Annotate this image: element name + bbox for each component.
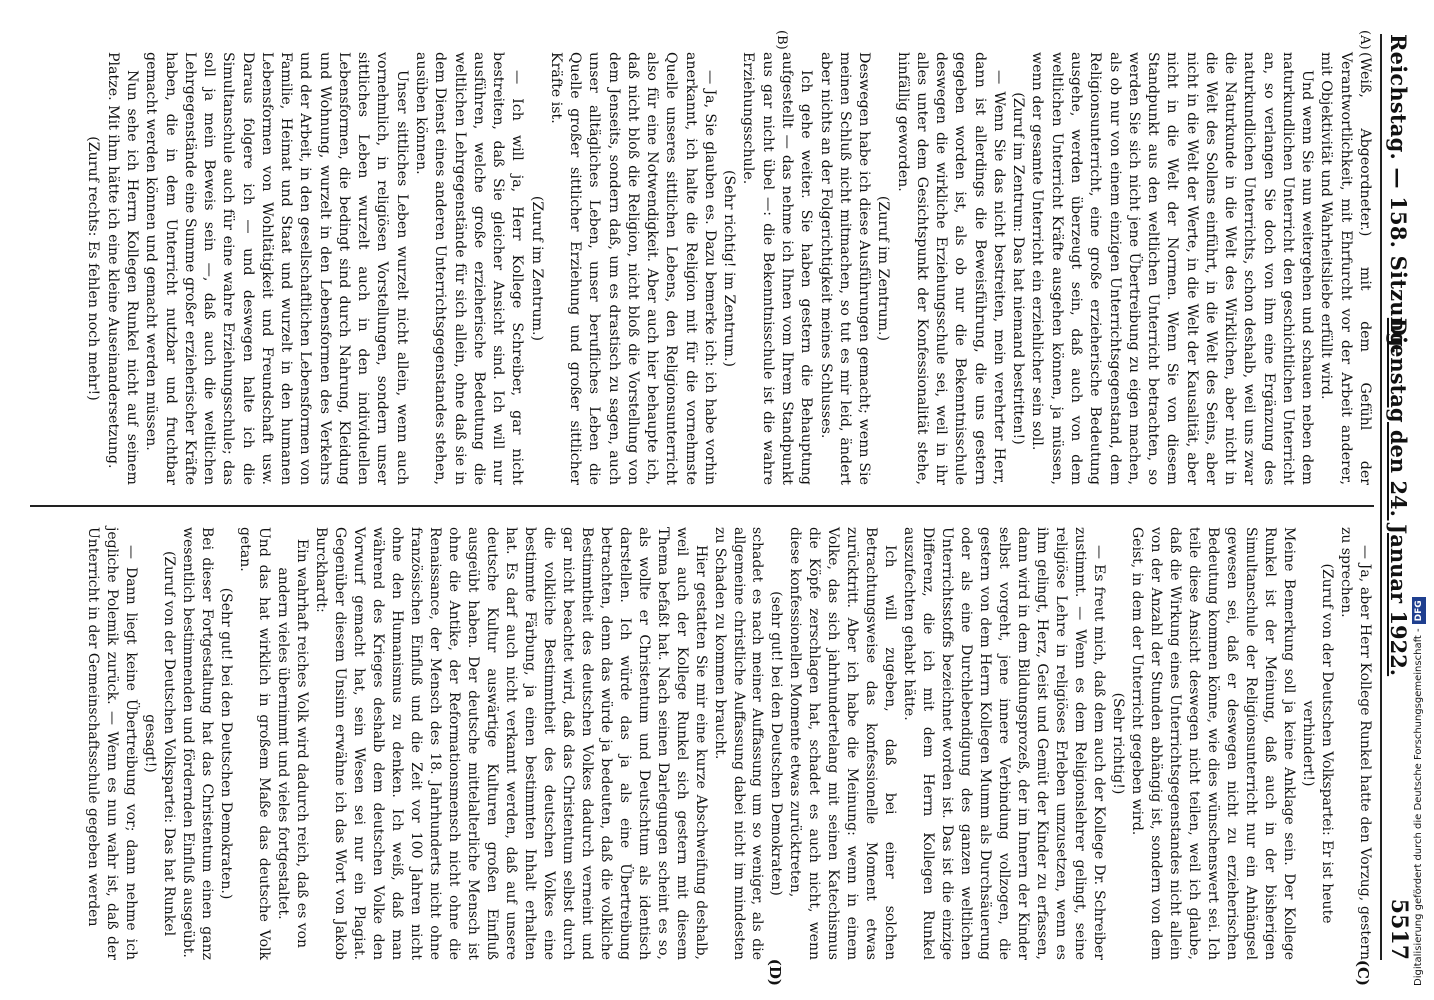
paragraph: Unser sittliches Leben wurzelt nicht allein, wenn auch vornehmlich, in religiösen Vorstellungen, sondern unser sittliches Leben wurzelt auch in den individuellen Lebensformen, die bedingt sind durch Nahrung, Kleidung und Wohnung, wurzelt in den Lebensformen des Verkehrs und der Arbeit, in den gesellschaftlichen Lebensformen von Familie, Heimat und Staat und wurzelt in den humanen Lebensformen von Wohltätigkeit und Freundschaft usw. Daraus folgere ich — und deswegen halte ich die Simultanschule auch für eine wahre Erziehungsschule; das soll ja mein Beweis sein —, daß auch die weltlichen Lehrgegenstände eine Summe großer erzieherischer Kräfte haben, die in dem Unterricht nutzbar und fruchtbar gemacht werden können und gemacht werden müssen. [143,52,410,485]
interjection: (Zuruf von der Deutschen Volkspartei: Er ist heute verhindert!) [1300,563,1336,924]
paragraph: Meine Bemerkung soll ja keine Anklage sein. Der Kollege Runkel ist der Meinung, daß auch in der bisherigen Simultanschule der Religionsunterricht nur ein Anhängsel gewesen sei, daß er deswegen nicht zu erzieherischen Bedeutung kommen könne, wie dies wünschenswert sei. Ich teile diese Ansicht deswegen nicht teilen, weil ich glaube, daß die Wirkung eines Unterrichtsgegenstandes nicht allein von der Anzahl der Stunden abhängig ist, sondern von dem Geist, in dem der Unterricht gegeben wird. [1129,527,1298,960]
digitization-note [1410,0,1428,1000]
header-date [1386,318,1411,676]
interjection: (Zuruf von der Deutschen Volkspartei: Das hat Runkel gesagt!) [142,550,177,937]
paragraph: Und das hat wirklich in großem Maße das deutsche Volk getan. [236,527,272,960]
interjection: (Sehr richtig!) [1110,692,1127,795]
paragraph: Ich will zugeben, daß bei einer solchen Betrachtungsweise das konfessionelle Moment etwas zurücktritt. Aber ich habe die Meinung: wenn in einem Volke, das sich jahrhundertelang mit seinen Katechismus die Köpfe zerschlagen hat, schadet es auch nicht, wenn diese konfessionellen Momente etwas zurücktreten, [787,527,899,960]
interjection: (Zuruf im Zentrum.) [875,195,892,342]
interjection: (Sehr richtig! im Zentrum.) [721,169,738,368]
left-column [30,52,1374,505]
margin-marker-b: (B) [774,30,789,50]
margin-marker-a: (A) [1357,30,1372,50]
header-rule [1380,34,1382,960]
paragraph: — Dann liegt keine Übertreibung vor; dann nehme ich jegliche Polemik zurück. — Wenn es nun wahr ist, daß der Unterricht in der Gemeinschaftsschule gegeben werden [85,527,140,960]
dfg-logo: DFG [1412,597,1426,624]
paragraph: Bei dieser Fortgestaltung hat das Christentum einen ganz wesentlich bestimmenden und fördernden Einfluß ausgeübt. [179,527,215,960]
paragraph: Ich gehe weiter. Sie haben gestern die Behauptung aufgestellt — das nehme ich Ihnen vom Ihrem Standpunkt aus gar nicht übel —: die Bekenntnisschule ist die wahre Erziehungsschule. [740,52,815,485]
page-number: 5517 [1386,898,1412,960]
paragraph: — Es freut mich, daß dem auch der Kollege Dr. Schreiber zustimmt. — Wenn es dem Religionslehrer gelingt, seine religiöse Lehre in religiöses Erleben umzusetzen, wenn es ihm gelingt, Herz, Geist und Gemüt der Kinder zu erfassen, dann wird in dem Bildungsprozeß, der im Innern der Kinder selbst vorgeht, jene innere Verbindung vollzogen, die gestern von dem Herrn Kollegen Mumm als Durchsäuerung oder als eine Durchlebendigung des ganzen weltlichen Unterrichtsstoffs bezeichnet worden ist. Das ist die einzige Differenz, die ich mit dem Herrn Kollegen Runkel auszufechten gehabt hätte. [901,527,1108,960]
interjection: (Zuruf rechts: Es fehlen noch mehr!) [85,136,102,401]
interjection: (sehr gut! bei den Deutschen Demokraten) [768,591,785,896]
paragraph: — Ja, Sie glauben es. Dazu bemerke ich: ich habe vorhin anerkannt, ich halte die Religion mit für die vornehmste Quelle unseres sittlichen Lebens, den Religionsunterricht also für eine Notwendigkeit. Aber auch hier behaupte ich, daß nicht bloß die Religion, nicht bloß die Vorstellung von dem Jenseits, sondern daß, um es drastisch zu sagen, auch unser alltägliches Leben, unser berufliches Leben die Quelle großer sittlicher Erziehung und großer sittlicher Kräfte ist. [547,52,718,485]
paragraph: Und wenn Sie nun weitergehen und schauen neben dem naturkundlichen Unterricht den geschichtlichen Unterricht an, so verlangen Sie doch von ihm eine Ergänzung des naturkundlichen Unterrichts, schon deshalb, weil uns zwar die Naturkunde in die Welt des Wirklichen, aber nicht in die Welt des Sollens einführt, in die Welt des Seins, aber nicht in die Welt der Werte, in die Welt der Kausalität, aber nicht in die Welt der Normen. Wenn Sie von diesem Standpunkt aus den weltlichen Unterricht betrachten, so werden Sie sich nicht jene Übertreibung zu eigen machen, als ob nur von einem einzigen Unterrichtsgegenstand, dem Religionsunterricht, eine große erzieherische Bedeutung ausgehe, werden überzeugt sein, daß auch von dem weltlichen Unterricht Kräfte ausgehen können, ja müssen, wenn der gesamte Unterricht ein erziehlicher sein soll. [1029,52,1316,485]
paragraph: schadet es nach meiner Auffassung um so weniger, als die allgemeine christliche Auffassung dabei nicht im mindesten zu Schaden zu kommen braucht. [711,527,766,960]
margin-marker-d: (D) [766,958,784,986]
paragraph: — Ich will ja, Herr Kollege Schreiber, gar nicht bestreiten, daß Sie gleicher Ansicht sind. Ich will nur ausführen, welche große erzieherische Bedeutung die weltlichen Lehrgegenstände für sich allein, ohne daß sie in dem Dienst eines anderen Unterrichtsgegenstandes stehen, ausüben können. [412,52,526,485]
header-title: Reichstag. — 158. Sitzung. [1386,34,1411,355]
paragraph: Hier gestatten Sie mir eine kurze Abschweifung deshalb, weil auch der Kollege Runkel sich gestern mit diesem Thema befaßt hat. Nach seinen Darlegungen scheint es so, als wollte er Christentum und Deutschtum als identisch darstellen. Ich würde das ja als eine Übertreibung betrachten, denn das würde ja bedeuten, daß die volkliche Bestimmtheit des deutschen Volkes dadurch verneint und gar nicht beachtet wird, daß das Christentum selbst durch die volkliche Bestimmtheit des deutschen Volkes eine bestimmte Färbung, ja einen bestimmten Inhalt erhalten hat. Es darf auch nicht verkannt werden, daß auf unsere deutsche Kultur auswärtige Kulturen großen Einfluß ausgeübt haben. Der deutsche mittelalterliche Mensch ist ohne die Antike, der Reformationsmensch nicht ohne die Renaissance, der Mensch des 18. Jahrhunderts nicht ohne französischen Einfluß und die Zeit vor 100 Jahren nicht ohne den Humanismus zu denken. Ich weiß, daß man während des Krieges deshalb dem deutschen Volke den Vorwurf gemacht hat, sein Wesen sei nur ein Plagiat. Gegenüber diesem Unsinn erwähne ich das Wort von Jakob Burckhardt: [312,527,709,960]
header-date-text: Dienstag den 24. Januar 1922. [1386,317,1411,677]
paragraph: Nun sehe ich Herrn Kollegen Runkel nicht auf seinem Platze. Mit ihm hätte ich eine kleine Auseinandersetzung. [104,52,140,485]
interjection: Ein wahrhaft reiches Volk wird dadurch reich, daß es von andern vieles übernimmt und vieles fortgestaltet. [274,538,310,949]
interjection: (Zuruf im Zentrum: Das hat niemand bestritten!) [1010,92,1027,445]
digitization-note-text: Digitalisierung gefördert durch die Deutsche Forschungsgemeinschaft - [1413,628,1424,986]
digitization-sidenote [1410,0,1428,1000]
paragraph: — Ja, aber Herr Kollege Runkel hatte den Vorzug, gestern zu sprechen. [1338,527,1373,960]
paragraph: (Weiß, Abgeordneter.) mit dem Gefühl der Verantwortlichkeit, mit Ehrfurcht vor der Arbeit anderer, mit Objektivität und Wahrheitsliebe erfüllt wird. [1318,52,1373,485]
margin-marker-c: (C) [1354,959,1372,986]
interjection: (Zuruf im Zentrum.) [528,195,545,342]
text-columns [30,52,1374,960]
interjection: (Sehr gut! bei den Deutschen Demokraten.) [217,587,234,900]
paragraph: Deswegen habe ich diese Ausführungen gemacht; wenn Sie meinen Schluß nicht mitmachen, so tut es mir leid, ändert aber nichts an der Folgerichtigkeit meines Schlusses. [817,52,873,485]
paragraph: — Wenn Sie das nicht bestreiten, mein verehrter Herr, dann ist allerdings die Beweisführung, die uns gestern gegeben worden ist, als ob nur die Bekenntnisschule deswegen die wirkliche Erziehungsschule sei, weil in ihr alles unter dem Gesichtspunkt der Konfessionalität stehe, hinfällig geworden. [894,52,1007,485]
right-column [30,505,1374,960]
